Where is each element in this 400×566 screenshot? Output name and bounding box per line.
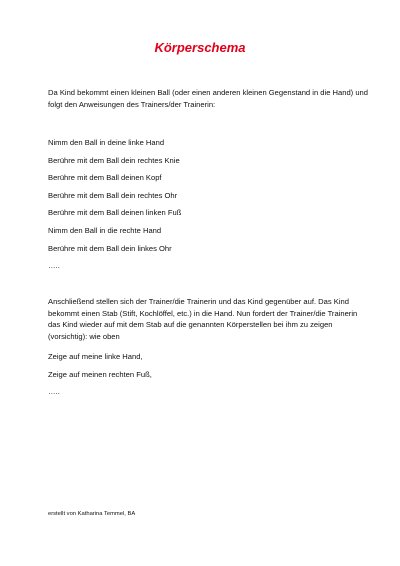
- instruction-item: Berühre mit dem Ball dein linkes Ohr: [48, 243, 172, 253]
- intro-paragraph: Da Kind bekommt einen kleinen Ball (oder einen anderen kleinen Gegenstand in die Hand) und folgt den Anweisungen des Trainers/der Trainerin:: [48, 88, 368, 109]
- second-paragraph: Anschließend stellen sich der Trainer/die Trainerin und das Kind gegenüber auf. Das Kind bekommt einen Stab (Stift, Kochlöffel, etc.) in die Hand. Nun fordert der Trainer/die Trainerin das Kind wieder auf mit dem Stab auf die genannten Körperstellen bei ihm zu zeigen (vorsichtig): wie oben: [48, 297, 358, 341]
- instruction-item: Nimm den Ball in deine linke Hand: [48, 138, 165, 147]
- instruction-item: Berühre mit dem Ball deinen linken Fuß: [48, 208, 182, 218]
- instruction-item: Nimm den Ball in die rechte Hand: [48, 225, 162, 235]
- author-footer: erstellt von Katharina Temmel, BA: [48, 511, 136, 517]
- instruction-ellipsis: …..: [48, 261, 60, 271]
- point-instruction-list: [48, 352, 152, 405]
- instruction-item: Berühre mit dem Ball dein rechtes Knie: [48, 155, 180, 165]
- instruction-item: Berühre mit dem Ball deinen Kopf: [48, 173, 162, 183]
- point-instruction-item: Zeige auf meine linke Hand,: [48, 352, 143, 361]
- document-title: Körperschema: [154, 40, 246, 55]
- point-instruction-item: Zeige auf meinen rechten Fuß,: [48, 369, 152, 379]
- point-instruction-ellipsis: …..: [48, 387, 60, 397]
- instruction-item: Berühre mit dem Ball dein rechtes Ohr: [48, 190, 178, 200]
- instruction-list: [48, 138, 181, 279]
